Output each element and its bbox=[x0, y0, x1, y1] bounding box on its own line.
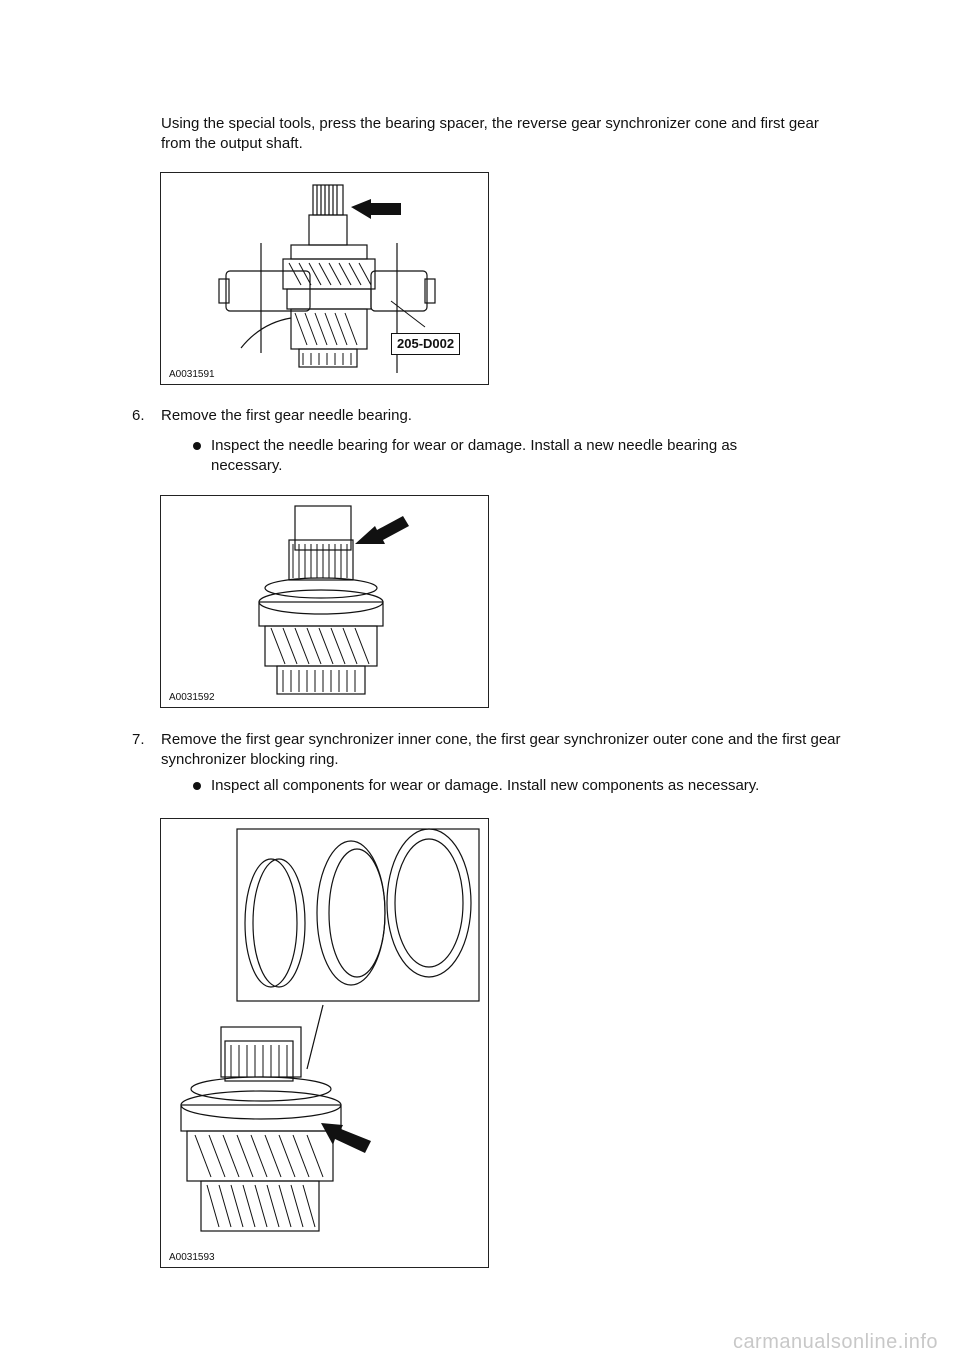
figure-a0031591 bbox=[160, 172, 489, 385]
needle-bearing-illustration bbox=[161, 496, 488, 707]
step-text: Remove the first gear needle bearing. bbox=[161, 407, 412, 424]
figure-id: A0031593 bbox=[169, 1252, 215, 1263]
intro-paragraph: Using the special tools, press the bearing spacer, the reverse gear synchronizer cone and first gear from the output shaft. bbox=[161, 115, 819, 152]
bullet-dot-icon bbox=[193, 442, 201, 450]
bullet-text: Inspect all components for wear or damage. Install new components as necessary. bbox=[211, 777, 760, 794]
bullet-dot-icon bbox=[193, 782, 201, 790]
figure-a0031593 bbox=[160, 818, 489, 1268]
watermark: carmanualsonline.info bbox=[732, 1331, 938, 1353]
arrow-icon bbox=[351, 199, 401, 219]
step-text: Remove the first gear synchronizer inner cone, the first gear synchronizer outer cone and the first gear synchronizer blocking ring. bbox=[161, 731, 841, 768]
step-6 bbox=[132, 406, 852, 426]
step-6-bullet bbox=[193, 436, 813, 476]
arrow-icon bbox=[355, 516, 409, 544]
bullet-text: Inspect the needle bearing for wear or damage. Install a new needle bearing as necessary. bbox=[211, 437, 738, 474]
step-7-bullet bbox=[193, 776, 833, 796]
step-number: 7. bbox=[132, 731, 145, 748]
figure-id: A0031591 bbox=[169, 369, 215, 380]
step-7 bbox=[132, 730, 852, 770]
figure-a0031592 bbox=[160, 495, 489, 708]
special-tool-label: 205-D002 bbox=[391, 333, 460, 355]
figure-id: A0031592 bbox=[169, 692, 215, 703]
arrow-icon bbox=[321, 1123, 371, 1153]
step-number: 6. bbox=[132, 407, 145, 424]
synchronizer-cones-illustration bbox=[161, 819, 488, 1267]
